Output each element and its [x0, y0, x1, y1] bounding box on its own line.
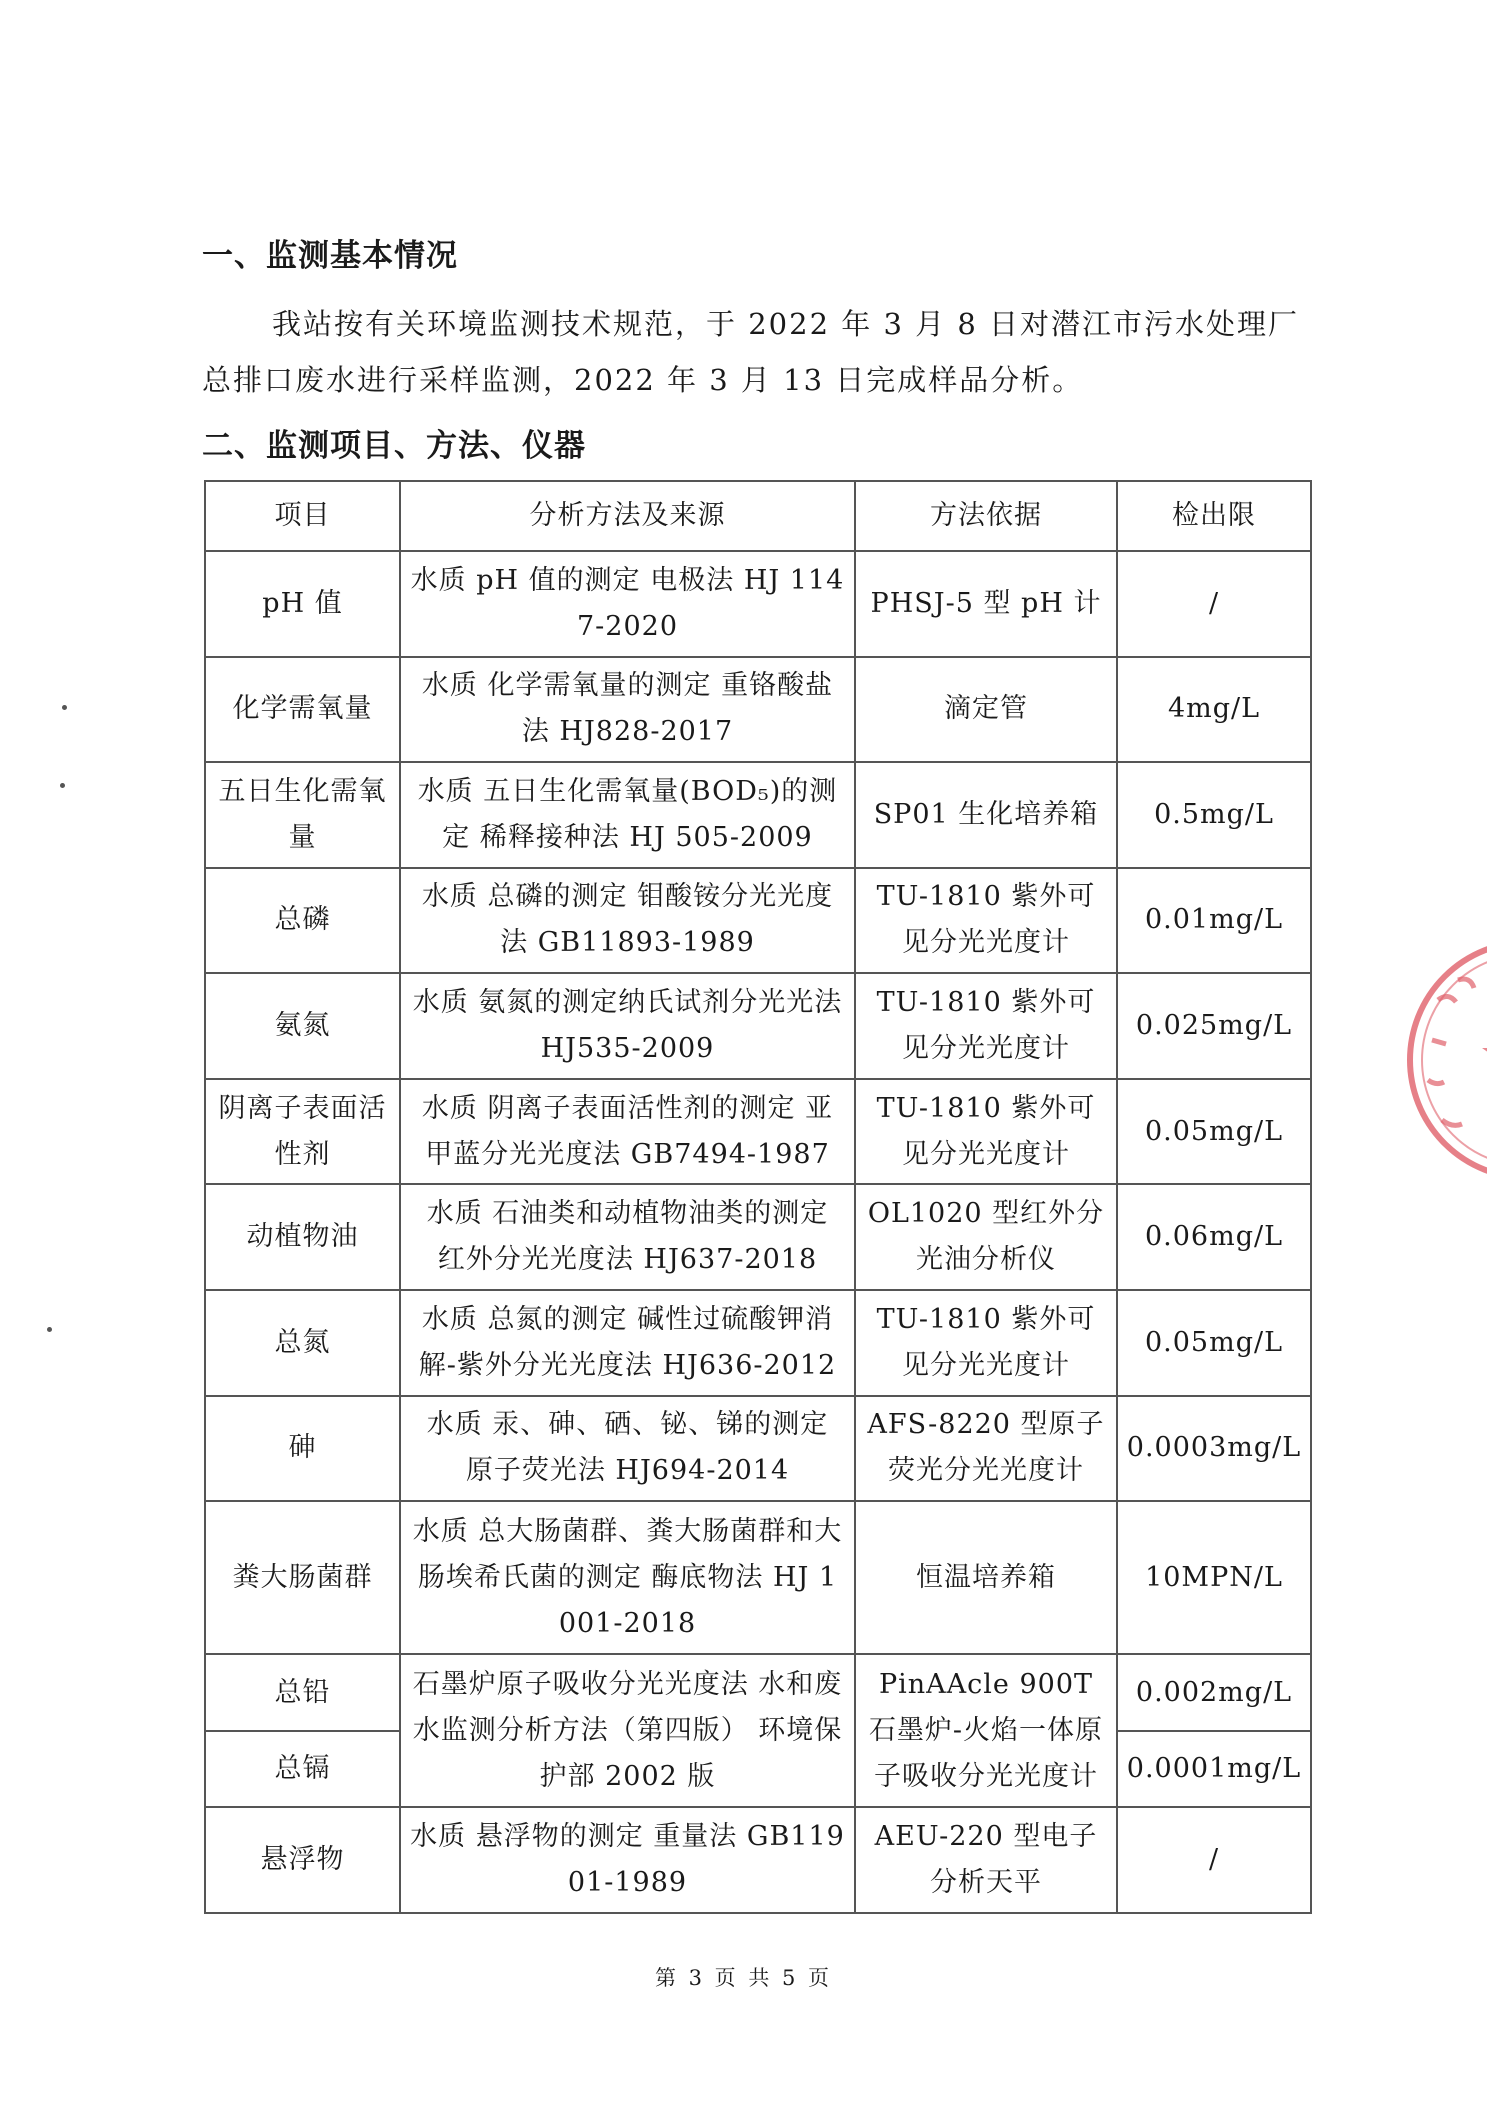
- scan-speck: [60, 783, 65, 788]
- header-method: 分析方法及来源: [400, 481, 855, 551]
- cell-basis: 恒温培养箱: [855, 1501, 1117, 1654]
- table-row: [205, 1184, 1311, 1290]
- cell-method: 水质 五日生化需氧量(BOD₅)的测定 稀释接种法 HJ 505-2009: [400, 762, 855, 868]
- table-row: [205, 1654, 1311, 1731]
- cell-basis: OL1020 型红外分光油分析仪: [855, 1184, 1117, 1290]
- cell-item: 悬浮物: [205, 1807, 400, 1913]
- scan-speck: [47, 1327, 52, 1332]
- cell-item: 总镉: [205, 1731, 400, 1808]
- cell-limit: 0.05mg/L: [1117, 1079, 1311, 1185]
- cell-basis: TU-1810 紫外可见分光光度计: [855, 1079, 1117, 1185]
- cell-limit: 0.025mg/L: [1117, 973, 1311, 1079]
- section-paragraph: [202, 296, 1322, 408]
- scan-speck: [62, 705, 67, 710]
- table-row: [205, 551, 1311, 657]
- cell-item: 化学需氧量: [205, 657, 400, 763]
- cell-method: 水质 化学需氧量的测定 重铬酸盐法 HJ828-2017: [400, 657, 855, 763]
- cell-limit: 0.002mg/L: [1117, 1654, 1311, 1731]
- table-row: [205, 657, 1311, 763]
- cell-item: 总铅: [205, 1654, 400, 1731]
- cell-limit: 0.06mg/L: [1117, 1184, 1311, 1290]
- cell-basis: AFS-8220 型原子荧光分光光度计: [855, 1396, 1117, 1502]
- cell-basis: TU-1810 紫外可见分光光度计: [855, 1290, 1117, 1396]
- cell-limit: 4mg/L: [1117, 657, 1311, 763]
- table-header-row: [205, 481, 1311, 551]
- cell-item: 总磷: [205, 868, 400, 974]
- cell-limit: 0.0001mg/L: [1117, 1731, 1311, 1808]
- cell-method: 水质 总大肠菌群、粪大肠菌群和大肠埃希氏菌的测定 酶底物法 HJ 1001-2018: [400, 1501, 855, 1654]
- cell-method: 水质 pH 值的测定 电极法 HJ 1147-2020: [400, 551, 855, 657]
- table-row: [205, 868, 1311, 974]
- cell-basis: TU-1810 紫外可见分光光度计: [855, 973, 1117, 1079]
- cell-basis: AEU-220 型电子分析天平: [855, 1807, 1117, 1913]
- cell-method: 水质 氨氮的测定纳氏试剂分光光法 HJ535-2009: [400, 973, 855, 1079]
- table-row: [205, 1807, 1311, 1913]
- cell-limit: 0.01mg/L: [1117, 868, 1311, 974]
- cell-limit: 0.0003mg/L: [1117, 1396, 1311, 1502]
- cell-item: 阴离子表面活性剂: [205, 1079, 400, 1185]
- cell-limit: /: [1117, 1807, 1311, 1913]
- header-item: 项目: [205, 481, 400, 551]
- official-seal-stamp: [1398, 920, 1487, 1200]
- page-number-footer: 第 3 页 共 5 页: [654, 1966, 833, 1990]
- section-heading-items-methods: 二、监测项目、方法、仪器: [202, 428, 586, 464]
- cell-basis: SP01 生化培养箱: [855, 762, 1117, 868]
- cell-basis: PinAAcle 900T 石墨炉-火焰一体原子吸收分光光度计: [855, 1654, 1117, 1807]
- cell-method: 水质 汞、砷、硒、铋、锑的测定 原子荧光法 HJ694-2014: [400, 1396, 855, 1502]
- cell-method: 水质 悬浮物的测定 重量法 GB11901-1989: [400, 1807, 855, 1913]
- table-row: [205, 973, 1311, 1079]
- cell-basis: 滴定管: [855, 657, 1117, 763]
- cell-method: 水质 总氮的测定 碱性过硫酸钾消解-紫外分光光度法 HJ636-2012: [400, 1290, 855, 1396]
- cell-item: 粪大肠菌群: [205, 1501, 400, 1654]
- cell-limit: 0.05mg/L: [1117, 1290, 1311, 1396]
- table-row: [205, 762, 1311, 868]
- header-basis: 方法依据: [855, 481, 1117, 551]
- cell-method: 水质 阴离子表面活性剂的测定 亚甲蓝分光光度法 GB7494-1987: [400, 1079, 855, 1185]
- cell-item: pH 值: [205, 551, 400, 657]
- cell-method: 水质 总磷的测定 钼酸铵分光光度法 GB11893-1989: [400, 868, 855, 974]
- cell-item: 氨氮: [205, 973, 400, 1079]
- cell-limit: 0.5mg/L: [1117, 762, 1311, 868]
- cell-limit: 10MPN/L: [1117, 1501, 1311, 1654]
- cell-method: 石墨炉原子吸收分光光度法 水和废水监测分析方法（第四版） 环境保护部 2002 版: [400, 1654, 855, 1807]
- table-row: [205, 1079, 1311, 1185]
- section-heading-basic-info: 一、监测基本情况: [202, 238, 458, 274]
- table-row: [205, 1396, 1311, 1502]
- paragraph-text: 我站按有关环境监测技术规范，于 2022 年 3 月 8 日对潜江市污水处理厂总排口废水进行采样监测，2022 年 3 月 13 日完成样品分析。: [202, 307, 1300, 397]
- cell-item: 砷: [205, 1396, 400, 1502]
- cell-method: 水质 石油类和动植物油类的测定 红外分光光度法 HJ637-2018: [400, 1184, 855, 1290]
- table-row: [205, 1290, 1311, 1396]
- monitoring-methods-table: [204, 480, 1312, 1914]
- cell-basis: TU-1810 紫外可见分光光度计: [855, 868, 1117, 974]
- cell-basis: PHSJ-5 型 pH 计: [855, 551, 1117, 657]
- table-row: [205, 1501, 1311, 1654]
- cell-limit: /: [1117, 551, 1311, 657]
- cell-item: 总氮: [205, 1290, 400, 1396]
- cell-item: 五日生化需氧量: [205, 762, 400, 868]
- header-limit: 检出限: [1117, 481, 1311, 551]
- cell-item: 动植物油: [205, 1184, 400, 1290]
